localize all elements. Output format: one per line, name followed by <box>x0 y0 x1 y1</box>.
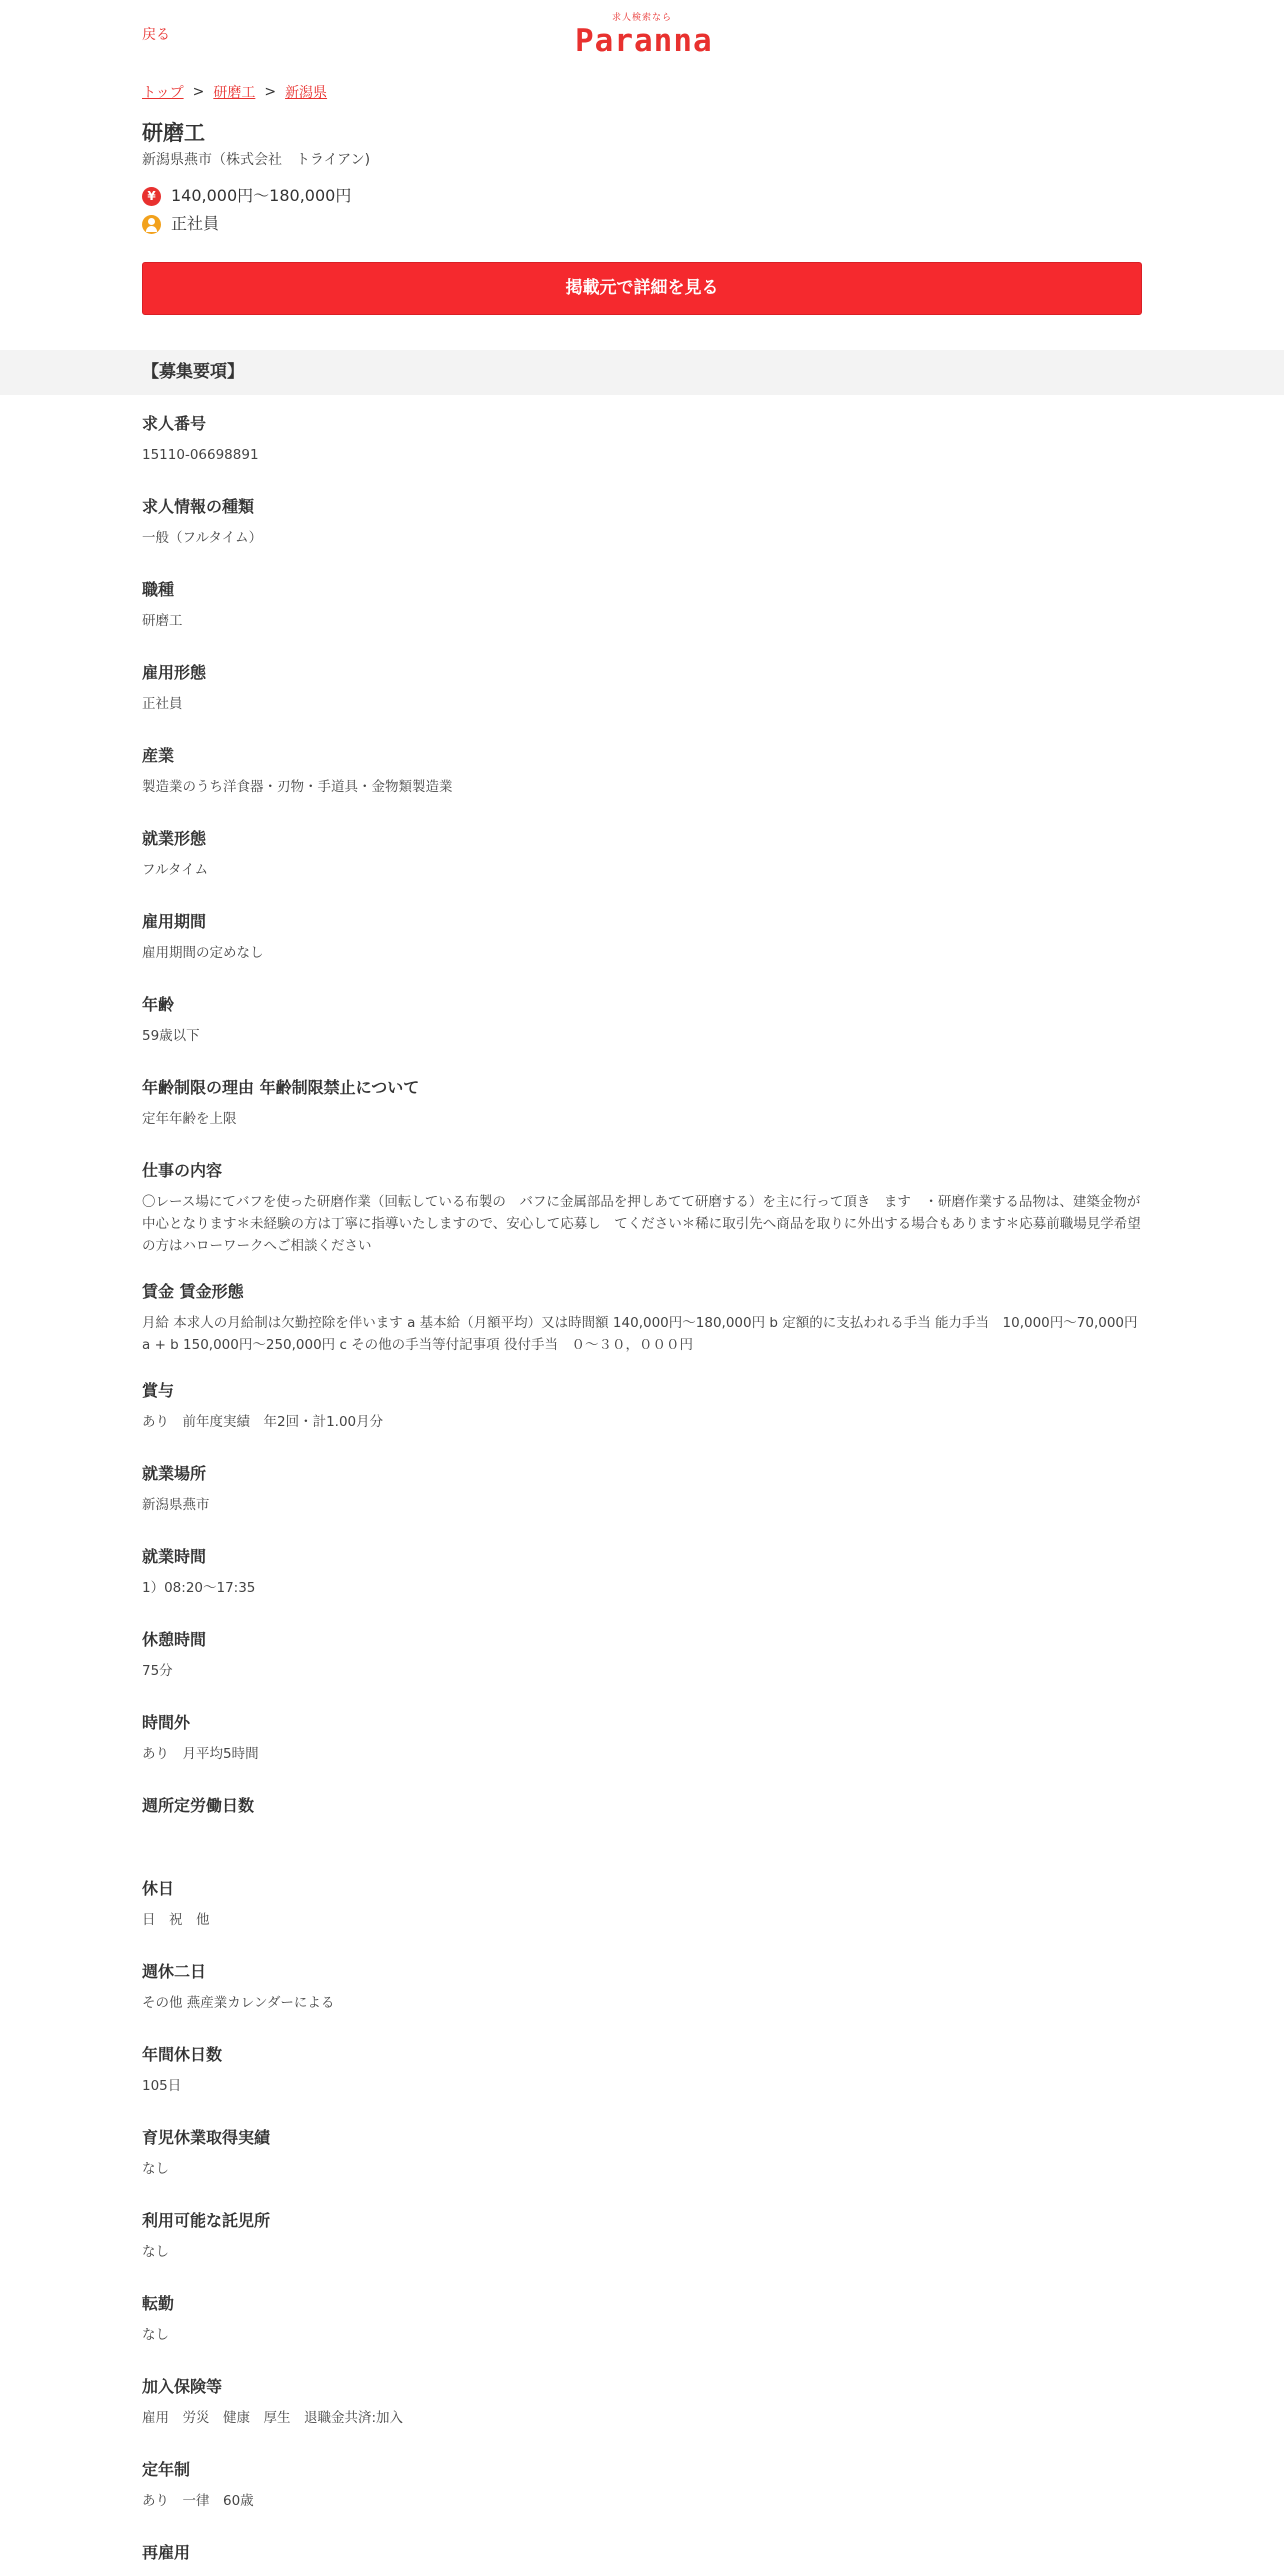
breadcrumb-separator: > <box>264 84 277 100</box>
detail-value: 105日 <box>142 2078 182 2094</box>
detail-label: 産業 <box>142 746 175 765</box>
salary-range: 140,000円～180,000円 <box>171 186 352 205</box>
detail-value: なし <box>142 2327 169 2343</box>
detail-label: 就業形態 <box>142 829 207 848</box>
detail-item <box>142 824 1142 907</box>
detail-value: 日 祝 他 <box>142 1912 210 1928</box>
detail-label: 年齢 <box>142 995 175 1014</box>
detail-value: あり 月平均5時間 <box>142 1746 259 1762</box>
detail-item <box>142 2206 1142 2289</box>
detail-label: 時間外 <box>142 1713 191 1732</box>
detail-label: 求人情報の種類 <box>142 497 255 516</box>
detail-label: 定年制 <box>142 2460 191 2479</box>
detail-item <box>142 492 1142 575</box>
detail-item <box>142 1625 1142 1708</box>
detail-value: あり 前年度実績 年2回・計1.00月分 <box>142 1414 384 1430</box>
detail-label: 賃金 賃金形態 <box>142 1282 244 1301</box>
detail-label: 職種 <box>142 580 175 599</box>
logo-wordmark: Paranna <box>575 23 713 59</box>
detail-value: 製造業のうち洋食器・刃物・手道具・金物類製造業 <box>142 779 453 795</box>
detail-value: 雇用期間の定めなし <box>142 945 264 961</box>
breadcrumb-occupation[interactable]: 研磨工 <box>213 85 256 101</box>
detail-label: 利用可能な託児所 <box>142 2211 271 2230</box>
detail-value: 正社員 <box>142 696 183 712</box>
detail-item <box>142 575 1142 658</box>
detail-value: 1）08:20～17:35 <box>142 1580 256 1596</box>
detail-value: 雇用 労災 健康 厚生 退職金共済:加入 <box>142 2410 404 2426</box>
detail-item <box>142 907 1142 990</box>
salary-row <box>142 186 1142 206</box>
detail-label: 仕事の内容 <box>142 1161 223 1180</box>
detail-label: 雇用形態 <box>142 663 207 682</box>
detail-label: 転勤 <box>142 2294 175 2313</box>
detail-item <box>142 2455 1142 2538</box>
detail-value: なし <box>142 2161 169 2177</box>
job-summary <box>142 82 1142 315</box>
detail-label: 年間休日数 <box>142 2045 223 2064</box>
detail-item <box>142 1277 1142 1376</box>
job-title: 研磨工 <box>142 121 205 145</box>
detail-item <box>142 2372 1142 2455</box>
detail-item <box>142 1708 1142 1791</box>
detail-value: 定年年齢を上限 <box>142 1111 237 1127</box>
site-logo[interactable] <box>575 12 713 59</box>
view-source-details-button[interactable]: 掲載元で詳細を見る <box>142 262 1142 315</box>
section-title: 【募集要項】 <box>142 362 244 382</box>
breadcrumb-separator: > <box>192 84 205 100</box>
logo-tagline: 求人検索なら <box>611 13 672 23</box>
detail-value: なし <box>142 2244 169 2260</box>
detail-item <box>142 741 1142 824</box>
detail-item <box>142 1459 1142 1542</box>
detail-item <box>142 2538 1142 2568</box>
detail-label: 雇用期間 <box>142 912 207 931</box>
breadcrumb-top[interactable]: トップ <box>142 85 184 101</box>
detail-label: 年齢制限の理由 年齢制限禁止について <box>142 1078 420 1097</box>
company-location: 新潟県燕市（株式会社 トライアン) <box>142 152 371 168</box>
detail-label: 休憩時間 <box>142 1630 207 1649</box>
employment-type: 正社員 <box>171 214 220 233</box>
recruitment-section-header <box>0 350 1284 395</box>
breadcrumb-prefecture[interactable]: 新潟県 <box>285 85 328 101</box>
detail-item <box>142 2123 1142 2206</box>
detail-value: フルタイム <box>142 862 209 878</box>
breadcrumb <box>142 82 1142 102</box>
detail-item <box>142 1376 1142 1459</box>
employment-type-row <box>142 214 1142 234</box>
detail-value: 〇レース場にてバフを使った研磨作業（回転している布製の バフに金属部品を押しあてて研磨する）を主に行って頂き ます ・研磨作業する品物は、建築金物が中心となります＊未経験の方は丁寧に指導いたしますので、安心して応募し てください＊稀に取引先へ商品を取りに外出する場合もあります＊応募前職場見学希望の方はハローワークへご相談ください <box>142 1194 1141 1254</box>
detail-label: 再雇用 <box>142 2543 191 2562</box>
detail-label: 求人番号 <box>142 414 207 433</box>
detail-value: あり 一律 60歳 <box>142 2493 254 2509</box>
detail-value: 59歳以下 <box>142 1028 200 1044</box>
detail-label: 育児休業取得実績 <box>142 2128 271 2147</box>
person-icon <box>142 215 161 234</box>
detail-label: 休日 <box>142 1879 175 1898</box>
detail-item <box>142 1073 1142 1156</box>
detail-item <box>142 1874 1142 1957</box>
yen-icon: ¥ <box>142 187 161 206</box>
detail-value: その他 燕産業カレンダーによる <box>142 1995 335 2011</box>
detail-value: 新潟県燕市 <box>142 1497 210 1513</box>
detail-value: 一般（フルタイム） <box>142 530 263 546</box>
detail-value: 月給 本求人の月給制は欠勤控除を伴います a 基本給（月額平均）又は時間額 140,000円～180,000円 b 定額的に支払われる手当 能力手当 10,000円～70,000円 a + b 150,000円～250,000円 c その他の手当等付記事項 役付手当 ０～３０，０００円 <box>142 1315 1138 1353</box>
detail-label: 就業時間 <box>142 1547 207 1566</box>
detail-label: 加入保険等 <box>142 2377 223 2396</box>
detail-label: 週休二日 <box>142 1962 207 1981</box>
recruitment-details-list <box>142 409 1142 2568</box>
detail-item <box>142 409 1142 492</box>
detail-value: 15110-06698891 <box>142 447 259 463</box>
detail-item <box>142 1156 1142 1277</box>
detail-item <box>142 658 1142 741</box>
detail-label: 就業場所 <box>142 1464 207 1483</box>
detail-value: 75分 <box>142 1663 173 1679</box>
detail-item <box>142 2040 1142 2123</box>
detail-label: 週所定労働日数 <box>142 1796 255 1815</box>
detail-item <box>142 2289 1142 2372</box>
site-header <box>0 0 1284 66</box>
back-link[interactable]: 戻る <box>142 27 170 43</box>
detail-item <box>142 1542 1142 1625</box>
detail-item <box>142 1957 1142 2040</box>
detail-item <box>142 1791 1142 1874</box>
detail-item <box>142 990 1142 1073</box>
detail-value: 研磨工 <box>142 613 183 629</box>
detail-label: 賞与 <box>142 1381 175 1400</box>
detail-value <box>142 1826 1142 1846</box>
